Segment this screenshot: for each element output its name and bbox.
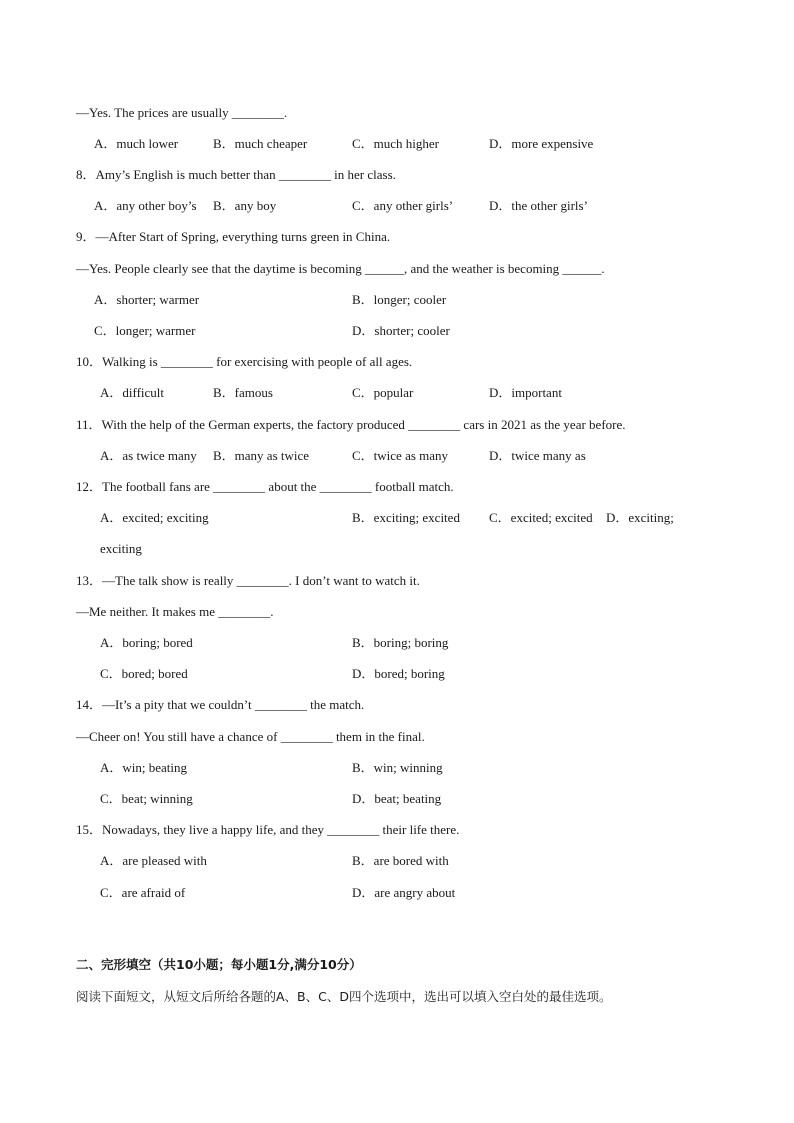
- q12-option-b[interactable]: B．exciting; excited: [352, 510, 460, 525]
- q9-stem: 9．—After Start of Spring, everything turns green in China.: [76, 229, 391, 244]
- q14-option-d[interactable]: D．beat; beating: [352, 791, 442, 806]
- q9-option-d[interactable]: D．shorter; cooler: [352, 323, 450, 338]
- q13-option-a[interactable]: A．boring; bored: [100, 635, 193, 650]
- q9-option-b[interactable]: B．longer; cooler: [352, 292, 447, 307]
- q13-dialog-line: —Me neither. It makes me ________.: [76, 604, 274, 619]
- q7-option-c[interactable]: C．much higher: [352, 136, 440, 151]
- q10-stem: 10．Walking is ________ for exercising with people of all ages.: [76, 354, 413, 369]
- q8-option-a[interactable]: A．any other boy’s: [94, 198, 197, 213]
- q7-option-d[interactable]: D．more expensive: [489, 136, 594, 151]
- q15-option-c[interactable]: C．are afraid of: [100, 885, 186, 900]
- q12-option-c[interactable]: C．excited; excited: [489, 510, 593, 525]
- q7-option-a[interactable]: A．much lower: [94, 136, 179, 151]
- q8-option-b[interactable]: B．any boy: [213, 198, 277, 213]
- q12-option-d[interactable]: D．exciting;: [606, 510, 674, 525]
- q7-answer-line: —Yes. The prices are usually ________.: [76, 105, 288, 120]
- q11-stem: 11．With the help of the German experts, the factory produced ________ cars in 2021 as the year before.: [76, 417, 626, 432]
- q15-option-d[interactable]: D．are angry about: [352, 885, 456, 900]
- q12-stem: 12．The football fans are ________ about the ________ football match.: [76, 479, 454, 494]
- q14-option-a[interactable]: A．win; beating: [100, 760, 188, 775]
- q11-option-a[interactable]: A．as twice many: [100, 448, 197, 463]
- q9-dialog-line: —Yes. People clearly see that the daytime is becoming ______, and the weather is becoming ______.: [76, 261, 605, 276]
- q13-option-b[interactable]: B．boring; boring: [352, 635, 449, 650]
- q12-option-a[interactable]: A．excited; exciting: [100, 510, 209, 525]
- q11-option-d[interactable]: D．twice many as: [489, 448, 586, 463]
- q9-option-a[interactable]: A．shorter; warmer: [94, 292, 200, 307]
- q14-dialog-line: —Cheer on! You still have a chance of ________ them in the final.: [76, 729, 425, 744]
- q11-option-c[interactable]: C．twice as many: [352, 448, 449, 463]
- q8-option-d[interactable]: D．the other girls’: [489, 198, 588, 213]
- q8-option-c[interactable]: C．any other girls’: [352, 198, 454, 213]
- q10-option-c[interactable]: C．popular: [352, 385, 414, 400]
- q7-option-b[interactable]: B．much cheaper: [213, 136, 308, 151]
- q13-stem: 13．—The talk show is really ________. I don’t want to watch it.: [76, 573, 420, 588]
- q8-stem: 8．Amy’s English is much better than ________ in her class.: [76, 167, 396, 182]
- q9-option-c[interactable]: C．longer; warmer: [94, 323, 196, 338]
- q13-option-c[interactable]: C．bored; bored: [100, 666, 188, 681]
- q10-option-d[interactable]: D．important: [489, 385, 562, 400]
- q10-option-b[interactable]: B．famous: [213, 385, 273, 400]
- q10-option-a[interactable]: A．difficult: [100, 385, 165, 400]
- q15-option-b[interactable]: B．are bored with: [352, 853, 449, 868]
- q13-option-d[interactable]: D．bored; boring: [352, 666, 445, 681]
- q15-stem: 15．Nowadays, they live a happy life, and they ________ their life there.: [76, 822, 460, 837]
- q11-option-b[interactable]: B．many as twice: [213, 448, 310, 463]
- q14-option-c[interactable]: C．beat; winning: [100, 791, 193, 806]
- section2-heading: 二、完形填空（共10小题；每小题1分,满分10分）: [76, 957, 362, 972]
- q12-option-d-continued: exciting: [100, 541, 142, 556]
- q15-option-a[interactable]: A．are pleased with: [100, 853, 207, 868]
- q14-option-b[interactable]: B．win; winning: [352, 760, 443, 775]
- section2-instruction: 阅读下面短文，从短文后所给各题的A、B、C、D四个选项中，选出可以填入空白处的最佳选项。: [76, 989, 612, 1004]
- q14-stem: 14．—It’s a pity that we couldn’t ________ the match.: [76, 697, 365, 712]
